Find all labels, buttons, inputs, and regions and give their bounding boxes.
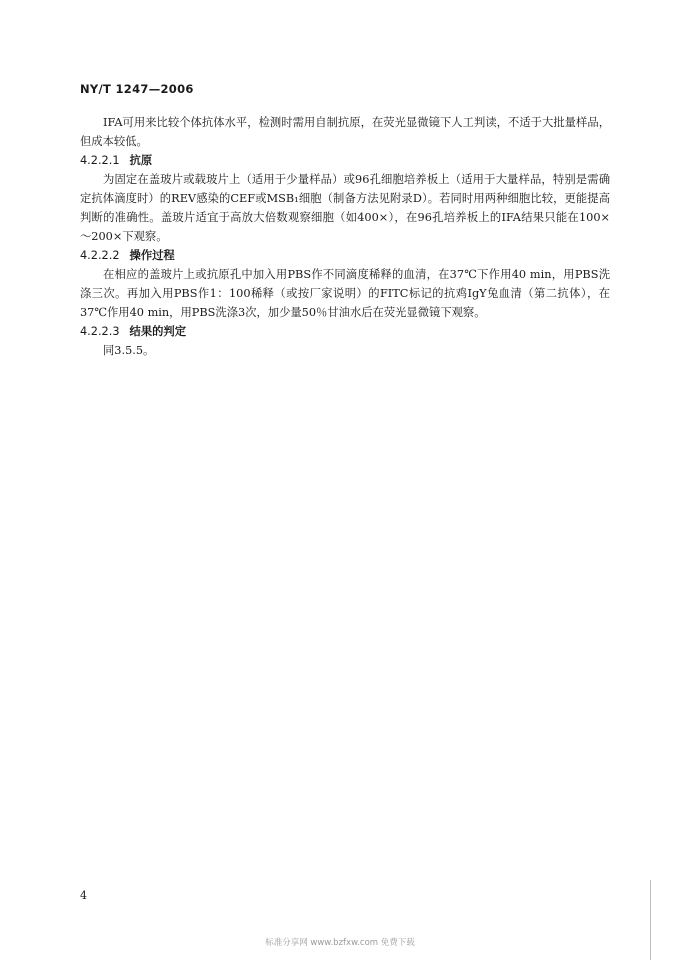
footer-watermark: 标准分享网 www.bzfxw.com 免费下载 <box>265 938 415 948</box>
scan-edge-line <box>650 880 651 960</box>
standard-number-header: NY/T 1247—2006 <box>80 82 194 96</box>
section-title: 抗原 <box>129 154 153 167</box>
paragraph-procedure: 在相应的盖玻片上或抗原孔中加入用PBS作不同滴度稀释的血清，在37℃下作用40 min，用PBS洗涤三次。再加入用PBS作1：100稀释（或按厂家说明）的FITC标记的抗鸡IgY兔血清（第二抗体），在37℃作用40 min，用PBS洗涤3次，加少量50％甘油水后在荧光显微镜下观察。 <box>80 268 610 319</box>
paragraph-result: 同3.5.5。 <box>103 344 155 357</box>
section-heading-4-2-2-2 <box>80 246 610 265</box>
paragraph-ifa-intro: IFA可用来比较个体抗体水平，检测时需用自制抗原，在荧光显微镜下人工判读，不适于大批量样品，但成本较低。 <box>80 116 610 148</box>
section-title: 结果的判定 <box>129 325 187 338</box>
section-number: 4.2.2.3 <box>80 325 120 338</box>
paragraph-antigen: 为固定在盖玻片或载玻片上（适用于少量样品）或96孔细胞培养板上（适用于大量样品，特别是需确定抗体滴度时）的REV感染的CEF或MSB₁细胞（制备方法见附录D）。若同时用两种细胞比较，更能提高判断的准确性。盖玻片适宜于高放大倍数观察细胞（如400×），在96孔培养板上的IFA结果只能在100×～200×下观察。 <box>80 173 610 243</box>
section-title: 操作过程 <box>129 249 175 262</box>
section-heading-4-2-2-1 <box>80 151 610 170</box>
section-number: 4.2.2.1 <box>80 154 120 167</box>
section-heading-4-2-2-3 <box>80 322 610 341</box>
document-body <box>80 113 610 360</box>
page-number: 4 <box>80 889 87 902</box>
section-number: 4.2.2.2 <box>80 249 120 262</box>
